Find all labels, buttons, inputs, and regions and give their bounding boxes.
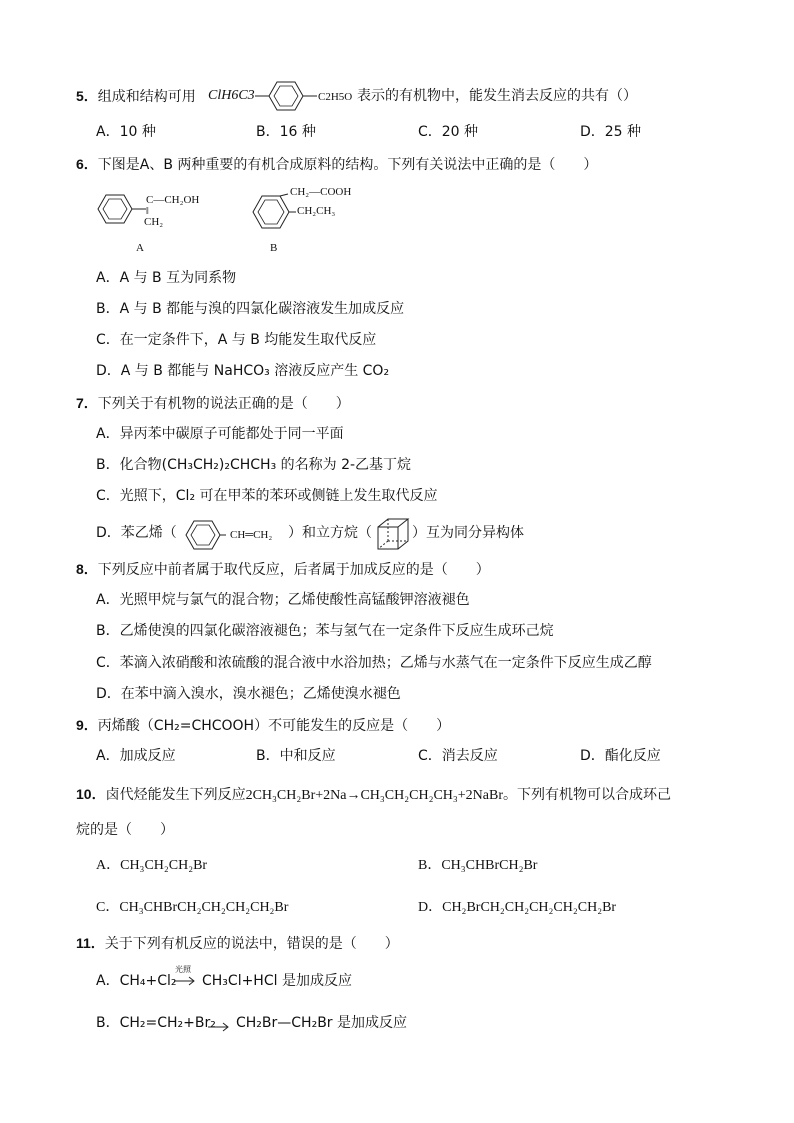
option-a-post: CH₃Cl+HCl 是加成反应 (202, 973, 352, 989)
structure-a-label: A (136, 242, 144, 254)
reaction-equation: 2CH₃CH₂Br+2Na→CH₃CH₂CH₂CH₃+2NaBr (245, 788, 503, 803)
question-text: 下图是A、B 两种重要的有机合成原料的结构。下列有关说法中正确的是（ ） (97, 157, 598, 173)
option-b[interactable]: B．A 与 B 都能与溴的四氯化碳溶液发生加成反应 (96, 301, 405, 317)
option-a[interactable]: A．加成反应 (96, 748, 176, 764)
question-text: 下列关于有机物的说法正确的是（ ） (97, 396, 350, 412)
question-number: 8． (76, 561, 98, 577)
cube-icon (376, 517, 410, 553)
arrow-right-icon (174, 976, 196, 986)
question-text-cont: 表示的有机物中，能发生消去反应的共有（） (357, 88, 637, 104)
option-b-pre: B．CH₂=CH₂+Br₂ (96, 1015, 216, 1031)
option-b[interactable]: B．化合物(CH₃CH₂)₂CHCH₃ 的名称为 2-乙基丁烷 (96, 457, 412, 473)
structure-b-bottom-chain: CH₂CH₃ (297, 205, 336, 217)
option-b[interactable]: B．CH₃CHBrCH₂Br (418, 858, 538, 873)
structure-b (250, 186, 380, 258)
option-d-pre: D．苯乙烯（ (96, 525, 177, 541)
question-text: 下列反应中前者属于取代反应，后者属于加成反应的是（ ） (97, 562, 490, 578)
question-text: 关于下列有机反应的说法中，错误的是（ ） (104, 936, 399, 952)
option-c[interactable]: C．CH₃CHBrCH₂CH₂CH₂CH₂Br (96, 900, 289, 915)
option-b[interactable]: B．16 种 (256, 124, 316, 140)
question-7 (76, 393, 350, 415)
styrene-chain: CH═CH₂ (230, 529, 273, 541)
structure-a-double-bond: ‖ (146, 206, 149, 217)
option-c[interactable]: C．20 种 (418, 124, 479, 140)
question-number: 7． (76, 395, 98, 411)
question-9 (76, 715, 450, 737)
reaction-condition: 光照 (175, 965, 191, 974)
option-c[interactable]: C．苯滴入浓硝酸和浓硫酸的混合液中水浴加热；乙烯与水蒸气在一定条件下反应生成乙醇 (96, 655, 652, 671)
benzene-ring-icon (184, 518, 226, 552)
question-number: 11． (76, 935, 105, 951)
option-a-pre: A．CH₄+Cl₂ (96, 973, 177, 989)
option-d[interactable]: D．酯化反应 (580, 748, 661, 764)
option-d[interactable]: D．A 与 B 都能与 NaHCO₃ 溶液反应产生 CO₂ (96, 363, 390, 379)
option-c[interactable]: C．在一定条件下，A 与 B 均能发生取代反应 (96, 332, 377, 348)
option-d[interactable]: D．25 种 (580, 124, 642, 140)
option-b[interactable]: B．中和反应 (256, 748, 336, 764)
option-c[interactable]: C．光照下，Cl₂ 可在甲苯的苯环或侧链上发生取代反应 (96, 488, 438, 504)
question-text-cont: 。下列有机物可以合成环己 (503, 787, 671, 803)
question-number: 6． (76, 156, 98, 172)
question-8 (76, 559, 490, 581)
option-c[interactable]: C．消去反应 (418, 748, 498, 764)
option-d[interactable]: D．CH₂BrCH₂CH₂CH₂CH₂CH₂Br (418, 900, 617, 915)
option-b-post: CH₂Br—CH₂Br 是加成反应 (236, 1015, 408, 1031)
formula-prefix: ClH6C3 (208, 88, 255, 103)
option-d[interactable] (96, 516, 656, 556)
benzene-ring-icon (255, 76, 317, 116)
question-10 (76, 784, 671, 806)
question-text: 丙烯酸（CH₂=CHCOOH）不可能发生的反应是（ ） (97, 718, 451, 734)
structure-a (96, 186, 216, 258)
question-text: 卤代烃能发生下列反应 (105, 787, 246, 803)
structure-a-ch2: CH₂ (144, 216, 164, 228)
option-b[interactable]: B．乙烯使溴的四氯化碳溶液褪色；苯与氢气在一定条件下反应生成环己烷 (96, 623, 554, 639)
option-a[interactable]: A．光照甲烷与氯气的混合物；乙烯使酸性高锰酸钾溶液褪色 (96, 592, 470, 608)
question-6 (76, 154, 597, 176)
option-d[interactable]: D．在苯中滴入溴水，溴水褪色；乙烯使溴水褪色 (96, 686, 401, 702)
question-number: 10． (76, 786, 106, 802)
option-b[interactable] (96, 1004, 496, 1036)
option-a[interactable] (96, 962, 496, 994)
option-a[interactable]: A．10 种 (96, 124, 156, 140)
option-a[interactable]: A．CH₃CH₂CH₂Br (96, 858, 208, 873)
question-5 (76, 86, 196, 108)
question-text: 组成和结构可用 (97, 89, 196, 105)
option-d-post: ）互为同分异构体 (412, 525, 524, 541)
formula-suffix: C2H5O (318, 91, 353, 103)
option-a[interactable]: A．异丙苯中碳原子可能都处于同一平面 (96, 426, 344, 442)
question-number: 5． (76, 88, 98, 104)
option-a[interactable]: A．A 与 B 互为同系物 (96, 270, 237, 286)
structure-a-chain: C—CH₂OH (146, 194, 200, 206)
arrow-right-icon (208, 1022, 230, 1032)
question-11 (76, 933, 399, 955)
bond-line (132, 204, 146, 214)
question-text-line2: 烷的是（ ） (76, 822, 174, 838)
question-number: 9． (76, 717, 98, 733)
structure-b-label: B (270, 242, 278, 254)
benzene-ring-icon (96, 192, 136, 226)
option-d-mid: ）和立方烷（ (288, 525, 372, 541)
structure-b-top-chain: CH₂—COOH (290, 186, 352, 198)
